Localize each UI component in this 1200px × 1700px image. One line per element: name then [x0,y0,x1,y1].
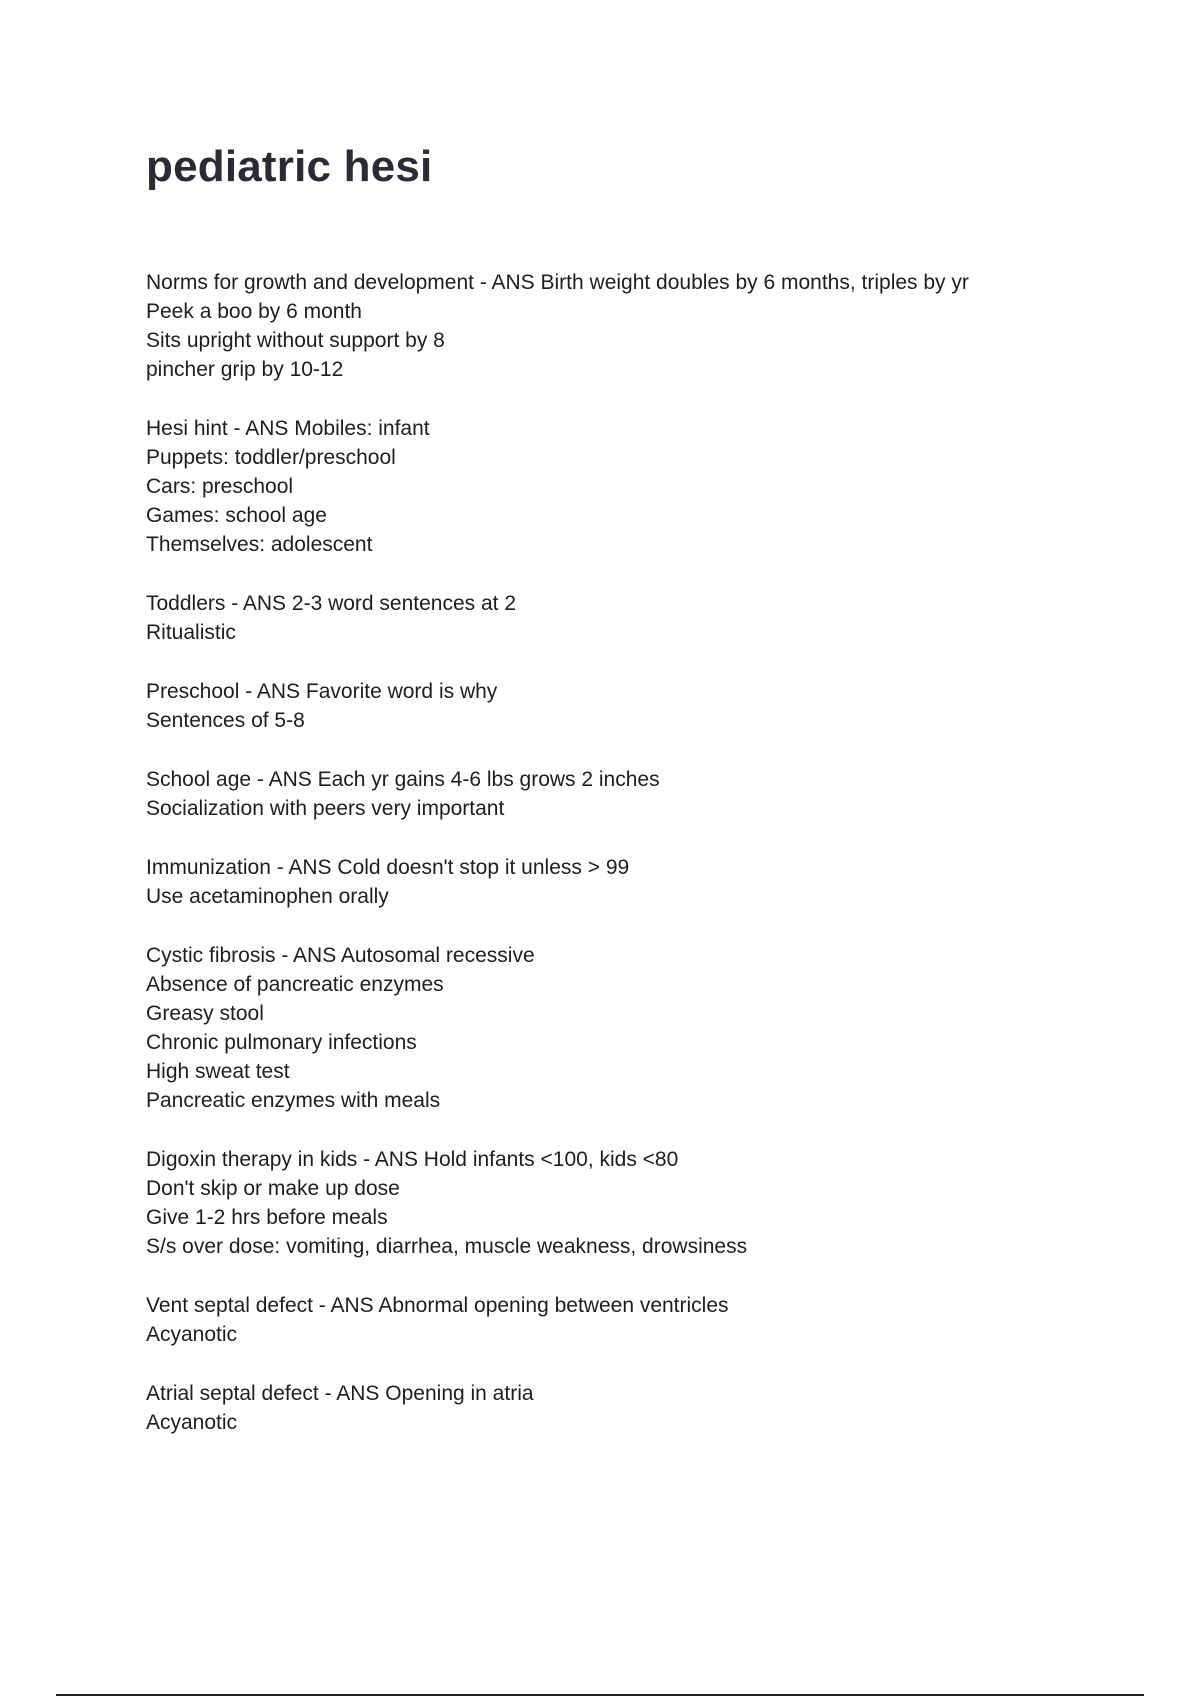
document-body [146,268,1106,1467]
note-heading-line: Atrial septal defect - ANS Opening in atria [146,1382,534,1405]
note-line: Acyanotic [146,1411,238,1434]
note-line: Greasy stool [146,1002,264,1025]
note-heading-line: Vent septal defect - ANS Abnormal opening between ventricles [146,1294,729,1317]
note-line: Peek a boo by 6 month [146,300,362,323]
note-line: Pancreatic enzymes with meals [146,1089,441,1112]
note-line: Use acetaminophen orally [146,885,389,908]
note-line: Games: school age [146,504,327,527]
note-block [146,941,1106,1115]
page-title: pediatric hesi [146,142,433,191]
note-line: pincher grip by 10-12 [146,358,344,381]
note-line: S/s over dose: vomiting, diarrhea, muscle weakness, drowsiness [146,1235,748,1258]
note-block [146,1379,1106,1437]
note-line: Socialization with peers very important [146,797,505,820]
note-block [146,1145,1106,1261]
note-heading-line: Toddlers - ANS 2-3 word sentences at 2 [146,592,517,615]
note-line: High sweat test [146,1060,290,1083]
note-block [146,268,1106,384]
note-heading-line: Preschool - ANS Favorite word is why [146,680,498,703]
note-block [146,677,1106,735]
note-line: Themselves: adolescent [146,533,373,556]
note-heading-line: Hesi hint - ANS Mobiles: infant [146,417,430,440]
note-line: Cars: preschool [146,475,294,498]
note-line: Don't skip or make up dose [146,1177,400,1200]
note-line: Chronic pulmonary infections [146,1031,417,1054]
note-line: Acyanotic [146,1323,238,1346]
note-block [146,414,1106,559]
footer-divider [56,1694,1144,1696]
note-heading-line: Digoxin therapy in kids - ANS Hold infants <100, kids <80 [146,1148,679,1171]
note-block [146,853,1106,911]
note-block [146,1291,1106,1349]
note-line: Give 1-2 hrs before meals [146,1206,388,1229]
note-line: Sentences of 5-8 [146,709,305,732]
note-heading-line: Immunization - ANS Cold doesn't stop it unless > 99 [146,856,630,879]
note-line: Puppets: toddler/preschool [146,446,396,469]
note-block [146,589,1106,647]
note-heading-line: Norms for growth and development - ANS Birth weight doubles by 6 months, triples by yr [146,271,969,294]
note-heading-line: Cystic fibrosis - ANS Autosomal recessive [146,944,535,967]
note-heading-line: School age - ANS Each yr gains 4-6 lbs grows 2 inches [146,768,660,791]
note-block [146,765,1106,823]
note-line: Sits upright without support by 8 [146,329,445,352]
note-line: Ritualistic [146,621,236,644]
note-line: Absence of pancreatic enzymes [146,973,444,996]
